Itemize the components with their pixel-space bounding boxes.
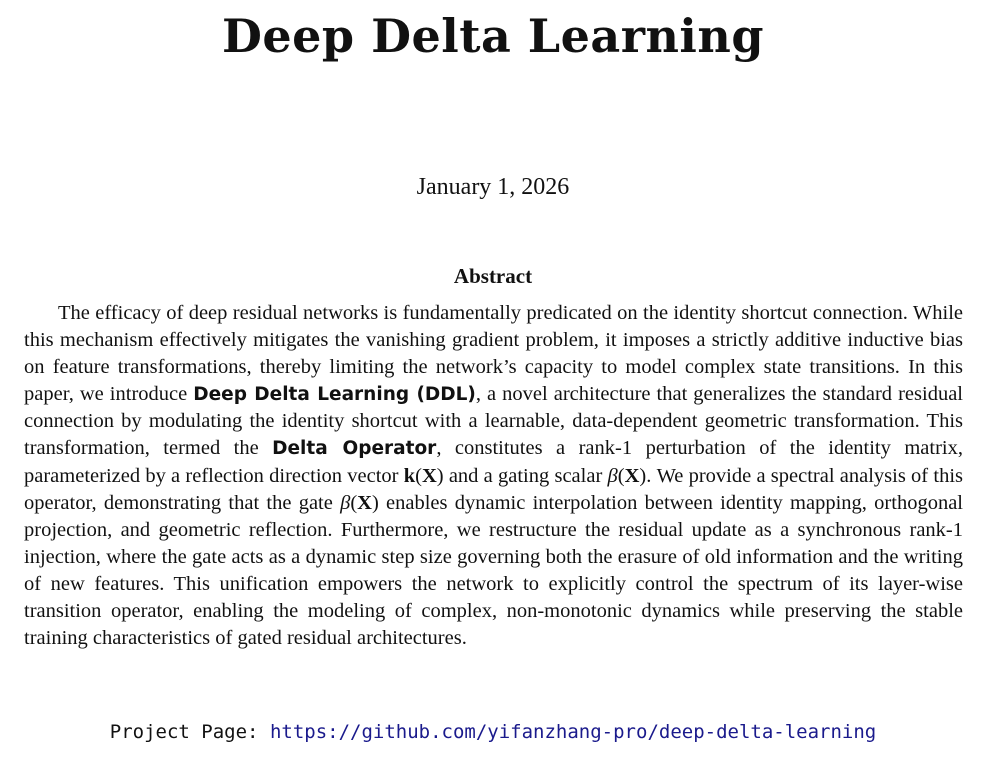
- math-symbol-x: X: [624, 464, 640, 487]
- math-beta-of-x: β(X): [607, 464, 647, 487]
- math-symbol-x: X: [357, 491, 372, 514]
- project-page-label: Project Page:: [109, 721, 259, 743]
- abstract-text: and a gating scalar: [443, 464, 608, 487]
- math-k-of-x: k(X): [403, 464, 444, 487]
- abstract-text: . We provide a spectral analysis of this operator, demonstrating that the gate: [24, 464, 963, 514]
- abstract-text: The efficacy of deep residual networks is fundamentally predicated on the identity shortcut connection. While this mechanism effectively mitigates the vanishing gradient problem, it imposes a strictly additive inductive bias on feature transformations, thereby limiting the network’s capacity to model complex state transitions. In this paper, we introduce: [24, 302, 963, 406]
- math-symbol-k: k: [403, 464, 416, 487]
- math-symbol-beta: β: [607, 464, 618, 487]
- term-delta-operator: Delta Operator: [272, 438, 437, 460]
- abstract-heading: Abstract: [453, 264, 533, 288]
- term-ddl: Deep Delta Learning (DDL): [193, 384, 476, 406]
- abstract-text: enables dynamic interpolation between identity mapping, orthogonal projection, and geometric reflection. Furthermore, we restructure the residual update as a synchronous rank-1 injection, where the gate acts as a dynamic step size governing both the erasure of old information and the writing of new features. This unification empowers the network to explicitly control the spectrum of its layer-wise transition operator, enabling the modeling of complex, non-monotonic dynamics while preserving the stable training characteristics of gated residual architectures.: [24, 491, 963, 650]
- math-symbol-beta: β: [340, 491, 351, 514]
- math-beta-of-x: β(X): [340, 491, 379, 514]
- abstract-text: , a novel architecture that generalizes the standard residual connection by modulating the identity shortcut with a learnable, data-dependent geometric transformation. This transformation, termed the: [24, 383, 963, 460]
- abstract-text: , constitutes a rank-1 perturbation of the identity matrix, parameterized by a reflection direction vector: [24, 437, 963, 487]
- math-symbol-x: X: [421, 464, 437, 487]
- paper-date: January 1, 2026: [416, 174, 570, 200]
- abstract-body: [24, 300, 963, 652]
- project-page-line: [0, 719, 986, 745]
- paper-title: Deep Delta Learning: [222, 9, 764, 63]
- project-page-link[interactable]: https://github.com/yifanzhang-pro/deep-delta-learning: [269, 721, 877, 743]
